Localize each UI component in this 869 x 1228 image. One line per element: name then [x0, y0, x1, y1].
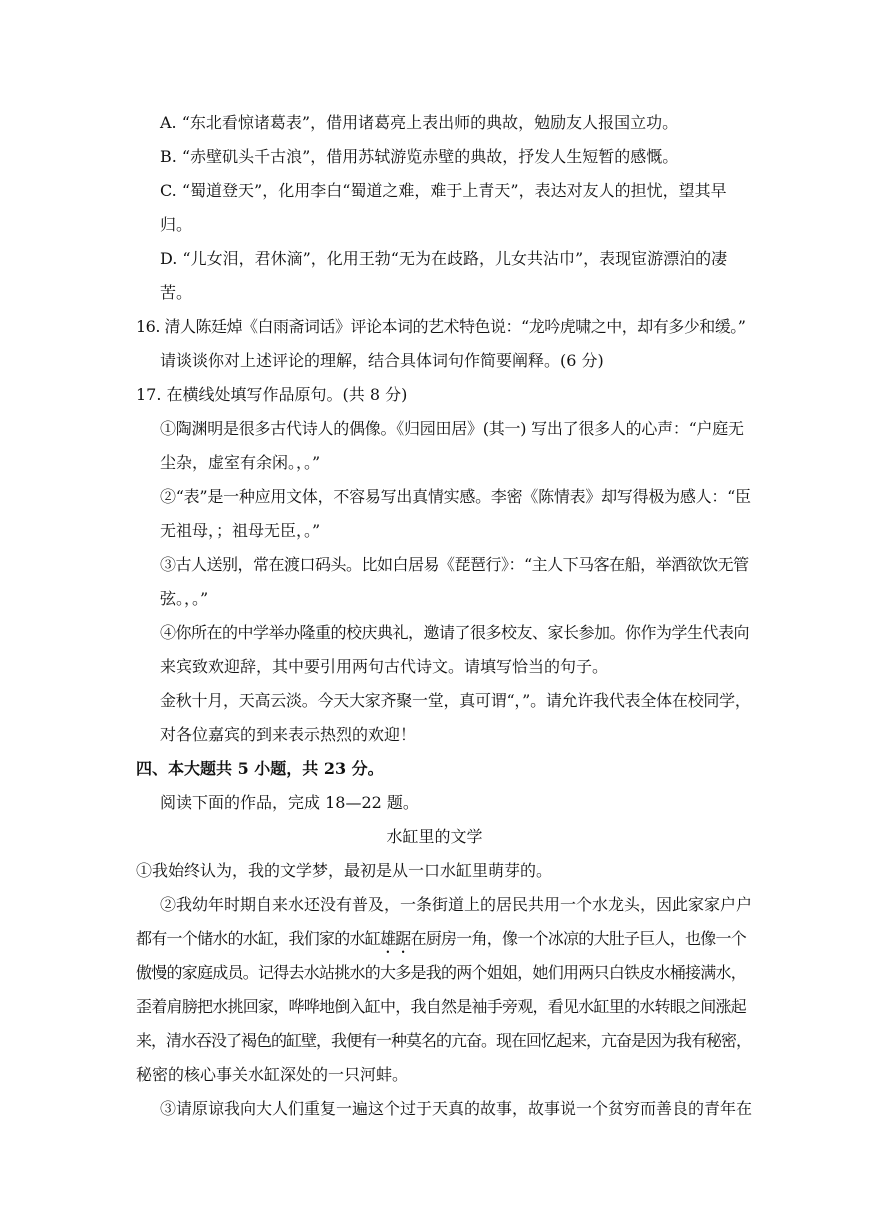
q17-item2-line2: 无祖母，；祖母无臣，。”: [160, 521, 321, 540]
section-heading: 四、本大题共 5 小题，共 23 分。: [136, 759, 384, 778]
q15-option-d-line1: D. “儿女泪，君休滴”，化用王勃“无为在歧路，儿女共沾巾”，表现宦游漂泊的凄: [160, 249, 728, 268]
q15-option-c-line1: C. “蜀道登天”，化用李白“蜀道之难，难于上青天”，表达对友人的担忧，望其早: [160, 181, 727, 200]
emphasized-word: 雄踞: [380, 929, 411, 948]
q15-option-a: A. “东北看惊诸葛表”，借用诸葛亮上表出师的典故，勉励友人报国立功。: [160, 113, 679, 132]
article-p2-line6: 秘密的核心事关水缸深处的一只河蚌。: [136, 1065, 409, 1084]
article-p2-line2: [136, 929, 751, 949]
article-paragraph-1: ①我始终认为，我的文学梦，最初是从一口水缸里萌芽的。: [136, 861, 553, 880]
article-p2-line2-end: 在厨房一角，像一个冰凉的大肚子巨人，也像一个: [410, 929, 747, 948]
section-instruction: 阅读下面的作品，完成 18—22 题。: [160, 793, 419, 812]
q17-item4-line1: ④你所在的中学举办隆重的校庆典礼，邀请了很多校友、家长参加。你作为学生代表向: [160, 623, 750, 642]
q16-line1: 16. 清人陈廷焯《白雨斋词话》评论本词的艺术特色说：“龙吟虎啸之中，却有多少和缓。”: [136, 317, 746, 336]
q17-item1-line2: 尘杂，虚室有余闲。，。”: [160, 453, 321, 472]
q15-option-d-line2: 苦。: [160, 283, 193, 302]
q17-title: 17. 在横线处填写作品原句。(共 8 分): [136, 385, 408, 404]
q15-option-b: B. “赤壁矶头千古浪”，借用苏轼游览赤壁的典故，抒发人生短暂的感慨。: [160, 147, 679, 166]
q17-item4-line2: 来宾致欢迎辞，其中要引用两句古代诗文。请填写恰当的句子。: [160, 657, 609, 676]
article-title: 水缸里的文学: [386, 827, 483, 846]
article-p2-line2-start: 都有一个储水的水缸，我们家的水缸: [136, 929, 381, 948]
article-p2-line5: 来，清水吞没了褐色的缸壁，我便有一种莫名的亢奋。现在回忆起来，亢奋是因为我有秘密，: [136, 1031, 752, 1050]
q17-item3-line2: 弦。，。”: [160, 589, 209, 608]
q17-item4-line4: 对各位嘉宾的到来表示热烈的欢迎！: [160, 725, 417, 744]
q17-item1-line1: ①陶渊明是很多古代诗人的偶像。《归园田居》(其一) 写出了很多人的心声：“户庭无: [160, 419, 744, 438]
q17-item4-line3: 金秋十月，天高云淡。今天大家齐聚一堂，真可谓“，”。请允许我代表全体在校同学，: [160, 691, 751, 710]
q17-item2-line1: ②“表”是一种应用文体，不容易写出真情实感。李密《陈情表》却写得极为感人：“臣: [160, 487, 751, 506]
article-p3-line1: ③请原谅我向大人们重复一遍这个过于天真的故事，故事说一个贫穷而善良的青年在: [160, 1099, 753, 1118]
q16-line2: 请谈谈你对上述评论的理解，结合具体词句作简要阐释。(6 分): [160, 351, 604, 370]
article-p2-line4: 歪着肩膀把水挑回家，哗哗地倒入缸中，我自然是袖手旁观，看见水缸里的水转眼之间涨起: [136, 997, 747, 1016]
article-p2-line1: ②我幼年时期自来水还没有普及，一条街道上的居民共用一个水龙头，因此家家户户: [160, 895, 753, 914]
article-p2-line3: 傲慢的家庭成员。记得去水站挑水的大多是我的两个姐姐，她们用两只白铁皮水桶接满水，: [136, 963, 747, 982]
q17-item3-line1: ③古人送别，常在渡口码头。比如白居易《琵琶行》：“主人下马客在船，举酒欲饮无管: [160, 555, 749, 574]
q15-option-c-line2: 归。: [160, 215, 193, 234]
